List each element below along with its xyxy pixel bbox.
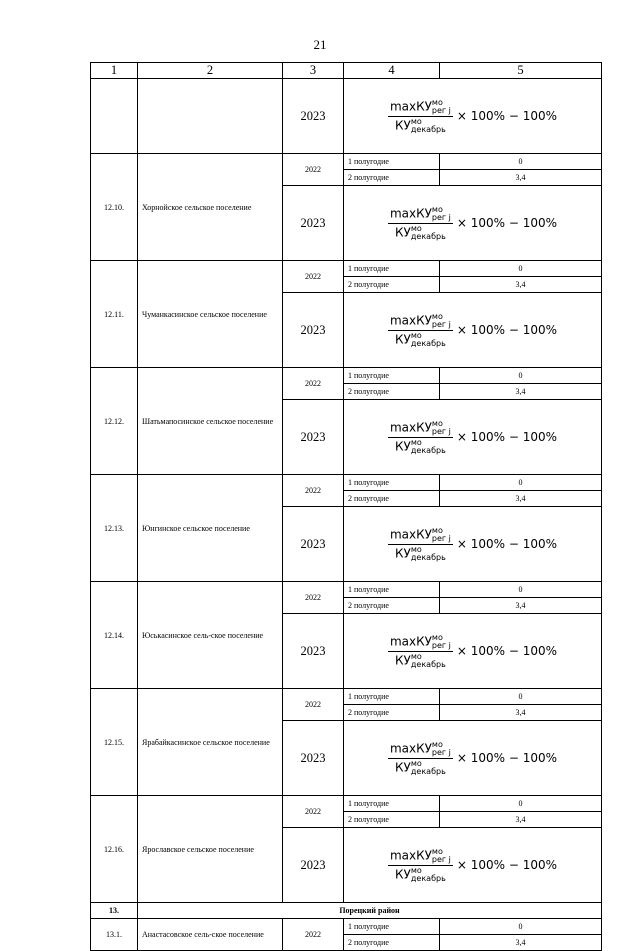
data-table: [90, 62, 602, 951]
formula-sub: рег j: [431, 105, 451, 115]
header-cell: 4: [344, 63, 440, 79]
period-cell: 2 полугодие: [344, 935, 440, 951]
value-cell: 3,4: [440, 491, 602, 507]
formula-tail: × 100% − 100%: [456, 322, 558, 337]
formula-indices: [432, 634, 451, 650]
header-cell: 2: [138, 63, 283, 79]
section-title: Порецкий район: [138, 903, 602, 919]
settlement-name: Анастасовское сель-ское поселение: [138, 919, 283, 951]
formula-sub: декабрь: [410, 124, 446, 134]
settlement-name: Юськасинское сель-ское поселение: [138, 582, 283, 689]
formula: [348, 313, 597, 348]
continuation-row: [91, 79, 602, 154]
formula-text: maxКУ: [389, 634, 432, 648]
formula-sup: мо: [410, 437, 422, 447]
value-cell: 3,4: [440, 705, 602, 721]
year-cell: 2023: [283, 721, 344, 796]
formula-fraction: [388, 634, 453, 669]
year-cell: 2023: [283, 79, 344, 154]
table-row: [91, 919, 602, 935]
formula: [348, 634, 597, 669]
value-cell: 0: [440, 368, 602, 384]
formula-indices: [432, 99, 451, 115]
formula-sup: мо: [410, 116, 422, 126]
row-code: 12.10.: [91, 154, 138, 261]
formula-tail: × 100% − 100%: [456, 643, 558, 658]
formula-fraction: [388, 420, 453, 455]
table-row: [91, 582, 602, 598]
header-cell: 5: [440, 63, 602, 79]
period-cell: 1 полугодие: [344, 919, 440, 935]
formula-sub: декабрь: [410, 338, 446, 348]
settlement-name: Чуманкасинское сельское поселение: [138, 261, 283, 368]
formula-denominator: [393, 759, 448, 776]
formula-sub: декабрь: [410, 231, 446, 241]
table-row: [91, 475, 602, 491]
formula-sup: мо: [410, 651, 422, 661]
formula-tail: × 100% − 100%: [456, 536, 558, 551]
formula-numerator: [388, 206, 453, 224]
formula-text: maxКУ: [389, 527, 432, 541]
formula-tail: × 100% − 100%: [456, 857, 558, 872]
formula-denominator: [393, 117, 448, 134]
formula-indices: [411, 653, 446, 669]
formula-denominator: [393, 331, 448, 348]
formula-indices: [411, 225, 446, 241]
header-cell: 3: [283, 63, 344, 79]
formula-sup: мо: [410, 544, 422, 554]
formula-text: КУ: [395, 867, 411, 881]
header-row: [91, 63, 602, 79]
formula-fraction: [388, 99, 453, 134]
formula-denominator: [393, 224, 448, 241]
formula: [348, 99, 597, 134]
formula-indices: [432, 527, 451, 543]
formula-text: КУ: [395, 439, 411, 453]
formula-sub: рег j: [431, 854, 451, 864]
year-cell: 2023: [283, 614, 344, 689]
year-cell: 2022: [283, 582, 344, 614]
formula-indices: [411, 439, 446, 455]
formula-numerator: [388, 99, 453, 117]
period-cell: 1 полугодие: [344, 154, 440, 170]
value-cell: 0: [440, 154, 602, 170]
formula-tail: × 100% − 100%: [456, 215, 558, 230]
formula: [348, 420, 597, 455]
formula-denominator: [393, 438, 448, 455]
year-cell: 2022: [283, 796, 344, 828]
value-cell: 3,4: [440, 170, 602, 186]
year-cell: 2022: [283, 919, 344, 951]
formula-sub: декабрь: [410, 873, 446, 883]
formula-sup: мо: [431, 311, 443, 321]
formula-numerator: [388, 848, 453, 866]
formula-sub: рег j: [431, 319, 451, 329]
settlement-name: Юнгинское сельское поселение: [138, 475, 283, 582]
formula-sub: декабрь: [410, 659, 446, 669]
formula: [348, 527, 597, 562]
formula-text: КУ: [395, 118, 411, 132]
table-row: [91, 689, 602, 705]
formula-sup: мо: [410, 223, 422, 233]
year-cell: 2022: [283, 689, 344, 721]
formula-numerator: [388, 741, 453, 759]
value-cell: 0: [440, 919, 602, 935]
formula-text: maxКУ: [389, 848, 432, 862]
table-row: [91, 368, 602, 384]
formula-text: maxКУ: [389, 313, 432, 327]
formula-fraction: [388, 848, 453, 883]
year-cell: 2022: [283, 368, 344, 400]
formula-indices: [411, 332, 446, 348]
formula-sup: мо: [410, 865, 422, 875]
formula-sub: рег j: [431, 533, 451, 543]
year-cell: 2023: [283, 400, 344, 475]
year-cell: 2023: [283, 186, 344, 261]
formula-sup: мо: [431, 418, 443, 428]
formula-indices: [411, 867, 446, 883]
header-cell: 1: [91, 63, 138, 79]
formula-sup: мо: [431, 632, 443, 642]
formula-text: КУ: [395, 225, 411, 239]
period-cell: 1 полугодие: [344, 689, 440, 705]
formula: [348, 206, 597, 241]
settlement-name: Шатьмапосинское сельское поселение: [138, 368, 283, 475]
formula-indices: [411, 118, 446, 134]
period-cell: 1 полугодие: [344, 582, 440, 598]
period-cell: 2 полугодие: [344, 170, 440, 186]
empty-cell: [91, 79, 138, 154]
value-cell: 0: [440, 689, 602, 705]
formula-cell: [344, 614, 602, 689]
formula-numerator: [388, 313, 453, 331]
formula-sup: мо: [431, 846, 443, 856]
year-cell: 2023: [283, 507, 344, 582]
formula-sub: рег j: [431, 640, 451, 650]
formula-text: maxКУ: [389, 99, 432, 113]
formula-sub: декабрь: [410, 552, 446, 562]
formula-indices: [432, 206, 451, 222]
formula-numerator: [388, 420, 453, 438]
value-cell: 3,4: [440, 598, 602, 614]
formula-sub: рег j: [431, 212, 451, 222]
row-code: 13.1.: [91, 919, 138, 951]
settlement-name: Ярославское сельское поселение: [138, 796, 283, 903]
formula-tail: × 100% − 100%: [456, 429, 558, 444]
formula-cell: [344, 186, 602, 261]
formula: [348, 848, 597, 883]
period-cell: 1 полугодие: [344, 475, 440, 491]
formula-indices: [432, 420, 451, 436]
formula-indices: [432, 848, 451, 864]
formula-text: КУ: [395, 546, 411, 560]
year-cell: 2022: [283, 154, 344, 186]
period-cell: 2 полугодие: [344, 491, 440, 507]
formula: [348, 741, 597, 776]
formula-sup: мо: [410, 330, 422, 340]
formula-text: maxКУ: [389, 741, 432, 755]
year-cell: 2023: [283, 293, 344, 368]
formula-cell: [344, 828, 602, 903]
row-code: 12.12.: [91, 368, 138, 475]
formula-indices: [432, 313, 451, 329]
formula-text: КУ: [395, 332, 411, 346]
formula-sup: мо: [431, 97, 443, 107]
table-row: [91, 261, 602, 277]
section-code: 13.: [91, 903, 138, 919]
year-cell: 2022: [283, 261, 344, 293]
row-code: 12.16.: [91, 796, 138, 903]
empty-cell: [138, 79, 283, 154]
value-cell: 3,4: [440, 935, 602, 951]
formula-sub: декабрь: [410, 445, 446, 455]
row-code: 12.11.: [91, 261, 138, 368]
formula-fraction: [388, 527, 453, 562]
row-code: 12.15.: [91, 689, 138, 796]
formula-cell: [344, 721, 602, 796]
period-cell: 1 полугодие: [344, 796, 440, 812]
formula-numerator: [388, 527, 453, 545]
value-cell: 0: [440, 261, 602, 277]
period-cell: 1 полугодие: [344, 368, 440, 384]
period-cell: 2 полугодие: [344, 812, 440, 828]
formula-text: maxКУ: [389, 420, 432, 434]
formula-sub: декабрь: [410, 766, 446, 776]
formula-text: КУ: [395, 653, 411, 667]
formula-sup: мо: [431, 204, 443, 214]
formula-cell: [344, 400, 602, 475]
value-cell: 3,4: [440, 812, 602, 828]
formula-cell: [344, 293, 602, 368]
period-cell: 2 полугодие: [344, 598, 440, 614]
formula-sup: мо: [410, 758, 422, 768]
formula-fraction: [388, 741, 453, 776]
settlement-name: Ярабайкасинское сельское поселение: [138, 689, 283, 796]
period-cell: 2 полугодие: [344, 705, 440, 721]
row-code: 12.13.: [91, 475, 138, 582]
formula-fraction: [388, 313, 453, 348]
settlement-name: Хорнойское сельское поселение: [138, 154, 283, 261]
year-cell: 2023: [283, 828, 344, 903]
formula-fraction: [388, 206, 453, 241]
formula-sup: мо: [431, 739, 443, 749]
formula-tail: × 100% − 100%: [456, 750, 558, 765]
formula-indices: [432, 741, 451, 757]
value-cell: 3,4: [440, 384, 602, 400]
formula-sub: рег j: [431, 747, 451, 757]
formula-tail: × 100% − 100%: [456, 108, 558, 123]
formula-indices: [411, 546, 446, 562]
formula-cell: [344, 507, 602, 582]
value-cell: 0: [440, 796, 602, 812]
period-cell: 1 полугодие: [344, 261, 440, 277]
formula-denominator: [393, 652, 448, 669]
table-row: [91, 796, 602, 812]
period-cell: 2 полугодие: [344, 384, 440, 400]
value-cell: 0: [440, 582, 602, 598]
year-cell: 2022: [283, 475, 344, 507]
formula-indices: [411, 760, 446, 776]
formula-sub: рег j: [431, 426, 451, 436]
row-code: 12.14.: [91, 582, 138, 689]
formula-text: maxКУ: [389, 206, 432, 220]
formula-denominator: [393, 866, 448, 883]
formula-text: КУ: [395, 760, 411, 774]
formula-denominator: [393, 545, 448, 562]
table-row: [91, 154, 602, 170]
formula-cell: [344, 79, 602, 154]
value-cell: 0: [440, 475, 602, 491]
value-cell: 3,4: [440, 277, 602, 293]
page-number: 21: [313, 37, 327, 52]
formula-sup: мо: [431, 525, 443, 535]
period-cell: 2 полугодие: [344, 277, 440, 293]
formula-numerator: [388, 634, 453, 652]
